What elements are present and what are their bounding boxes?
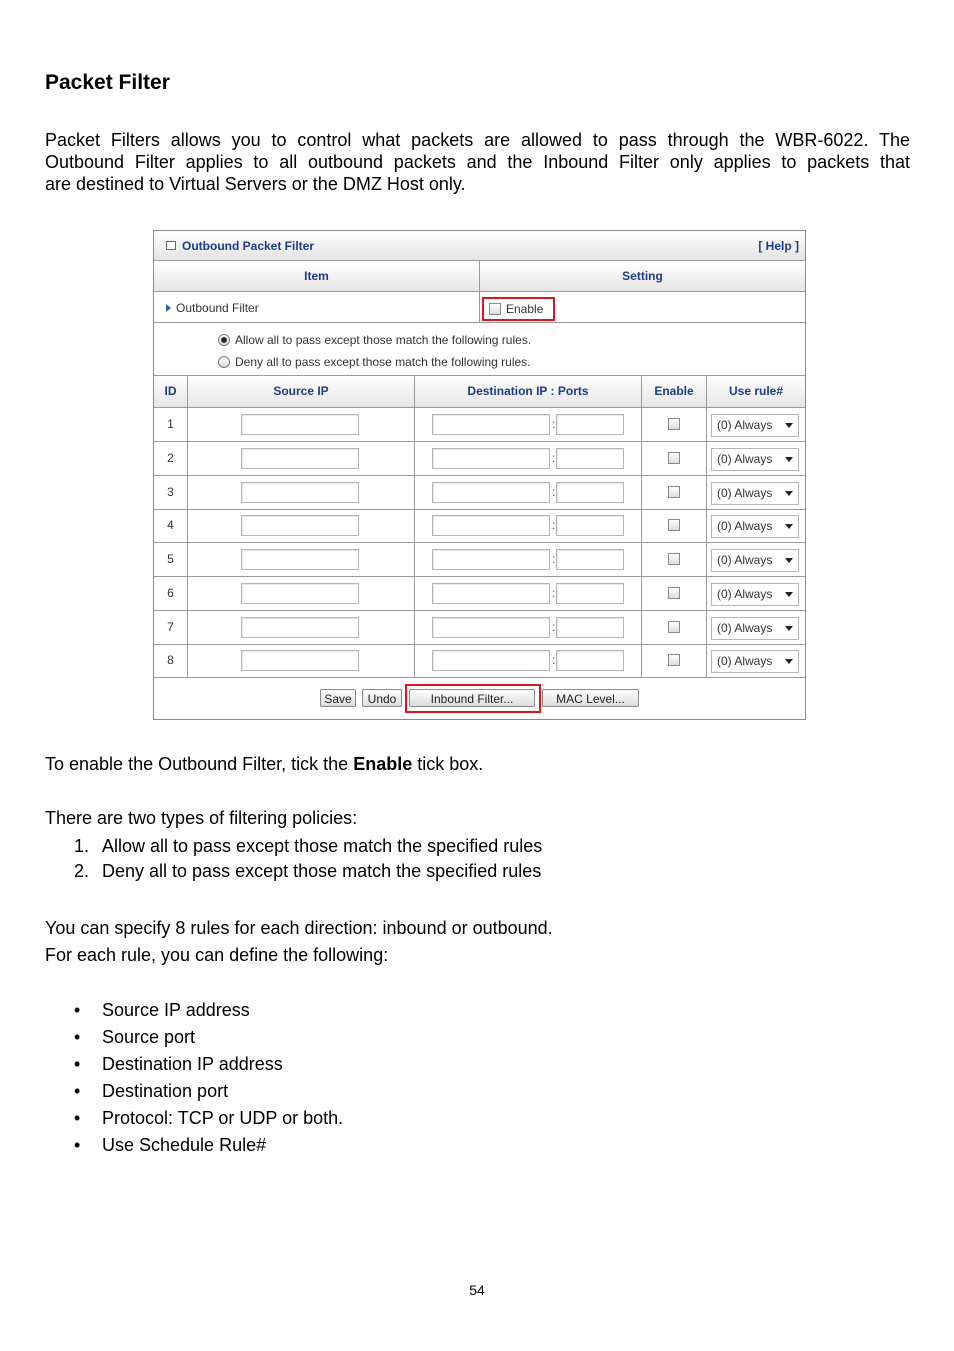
enable-label: Enable bbox=[506, 302, 544, 316]
page-number: 54 bbox=[469, 1282, 485, 1298]
button-row bbox=[154, 678, 805, 719]
use-rule-select[interactable] bbox=[711, 482, 799, 505]
destination-port-input[interactable] bbox=[556, 448, 624, 469]
use-rule-select[interactable] bbox=[711, 549, 799, 572]
header-source-ip: Source IP bbox=[273, 384, 329, 398]
table-row bbox=[154, 408, 805, 442]
chevron-down-icon bbox=[785, 491, 793, 496]
rules-table-header bbox=[154, 376, 805, 408]
column-header-item: Item bbox=[154, 261, 479, 292]
destination-port-input[interactable] bbox=[556, 515, 624, 536]
destination-ip-input[interactable] bbox=[432, 482, 550, 503]
destination-port-input[interactable] bbox=[556, 549, 624, 570]
source-ip-input[interactable] bbox=[241, 414, 359, 435]
chevron-down-icon bbox=[785, 626, 793, 631]
policy-item-2 bbox=[74, 861, 541, 882]
bullet-text: Use Schedule Rule# bbox=[102, 1135, 267, 1155]
rule-enable-checkbox[interactable] bbox=[668, 418, 680, 430]
outbound-filter-label: Outbound Filter bbox=[176, 301, 259, 315]
column-header-setting: Setting bbox=[480, 261, 805, 292]
ip-port-separator: : bbox=[552, 619, 556, 634]
undo-button[interactable]: Undo bbox=[362, 689, 402, 707]
arrow-right-icon bbox=[166, 304, 171, 312]
policies-intro: There are two types of filtering policies: bbox=[45, 808, 358, 828]
use-rule-value: (0) Always bbox=[717, 451, 773, 466]
use-rule-select[interactable] bbox=[711, 414, 799, 437]
rules-line-1: You can specify 8 rules for each direction: inbound or outbound. bbox=[45, 918, 553, 938]
use-rule-value: (0) Always bbox=[717, 620, 773, 635]
outbound-filter-row bbox=[154, 292, 805, 323]
ip-port-separator: : bbox=[552, 484, 556, 499]
destination-port-input[interactable] bbox=[556, 482, 624, 503]
policy-num: 2. bbox=[74, 861, 90, 881]
chevron-down-icon bbox=[785, 423, 793, 428]
source-ip-input[interactable] bbox=[241, 482, 359, 503]
destination-ip-input[interactable] bbox=[432, 448, 550, 469]
bullet-item bbox=[74, 1054, 283, 1075]
chevron-down-icon bbox=[785, 524, 793, 529]
source-ip-input[interactable] bbox=[241, 448, 359, 469]
enable-instruction-before: To enable the Outbound Filter, tick the bbox=[45, 754, 354, 774]
bullet-item bbox=[74, 1135, 266, 1156]
use-rule-select[interactable] bbox=[711, 650, 799, 673]
chevron-down-icon bbox=[785, 659, 793, 664]
divider bbox=[414, 376, 415, 678]
rules-line-2: For each rule, you can define the following: bbox=[45, 945, 389, 965]
use-rule-select[interactable] bbox=[711, 448, 799, 471]
table-row bbox=[154, 442, 805, 476]
bullet-dot: • bbox=[74, 1000, 81, 1020]
bullet-dot: • bbox=[74, 1081, 81, 1101]
outbound-packet-filter-panel bbox=[153, 230, 806, 720]
destination-ip-input[interactable] bbox=[432, 414, 550, 435]
row-id: 2 bbox=[167, 450, 174, 465]
use-rule-select[interactable] bbox=[711, 583, 799, 606]
bullet-text: Destination port bbox=[102, 1081, 229, 1101]
deny-radio-label: Deny all to pass except those match the following rules. bbox=[235, 355, 531, 369]
destination-port-input[interactable] bbox=[556, 617, 624, 638]
row-id: 7 bbox=[167, 619, 174, 634]
intro-paragraph bbox=[45, 129, 910, 195]
table-row bbox=[154, 644, 805, 678]
enable-checkbox[interactable] bbox=[489, 303, 501, 315]
table-row bbox=[154, 543, 805, 577]
header-destination: Destination IP : Ports bbox=[467, 384, 589, 398]
policy-item-1 bbox=[74, 836, 542, 857]
destination-ip-input[interactable] bbox=[432, 650, 550, 671]
source-ip-input[interactable] bbox=[241, 549, 359, 570]
page-heading: Packet Filter bbox=[45, 71, 170, 94]
row-id: 3 bbox=[167, 484, 174, 499]
bullet-dot: • bbox=[74, 1108, 81, 1128]
enable-instruction-after: tick box. bbox=[412, 754, 484, 774]
table-row bbox=[154, 509, 805, 543]
use-rule-value: (0) Always bbox=[717, 519, 773, 534]
enable-highlight bbox=[482, 297, 555, 321]
rule-enable-checkbox[interactable] bbox=[668, 587, 680, 599]
source-ip-input[interactable] bbox=[241, 583, 359, 604]
enable-instruction bbox=[45, 754, 483, 775]
policy-num: 1. bbox=[74, 836, 90, 856]
row-id: 4 bbox=[167, 518, 174, 533]
use-rule-select[interactable] bbox=[711, 515, 799, 538]
save-button[interactable]: Save bbox=[320, 689, 356, 707]
chevron-down-icon bbox=[785, 558, 793, 563]
ip-port-separator: : bbox=[552, 552, 556, 566]
destination-port-input[interactable] bbox=[556, 414, 624, 435]
rule-enable-checkbox[interactable] bbox=[668, 654, 680, 666]
bullet-item bbox=[74, 1108, 343, 1129]
source-ip-input[interactable] bbox=[241, 650, 359, 671]
chevron-down-icon bbox=[785, 592, 793, 597]
bullet-dot: • bbox=[74, 1135, 81, 1155]
rule-enable-checkbox[interactable] bbox=[668, 621, 680, 633]
bullet-text: Destination IP address bbox=[102, 1054, 283, 1074]
ip-port-separator: : bbox=[552, 417, 556, 431]
bullet-item bbox=[74, 1027, 195, 1048]
inbound-filter-button[interactable]: Inbound Filter... bbox=[409, 689, 535, 707]
bullet-dot: • bbox=[74, 1027, 81, 1047]
destination-ip-input[interactable] bbox=[432, 617, 550, 638]
help-link[interactable]: [ Help ] bbox=[758, 239, 799, 253]
mac-level-button[interactable]: MAC Level... bbox=[542, 689, 639, 707]
chevron-down-icon bbox=[785, 457, 793, 462]
policy-text: Allow all to pass except those match the specified rules bbox=[102, 836, 543, 856]
bullet-text: Source port bbox=[102, 1027, 196, 1047]
header-enable: Enable bbox=[654, 384, 694, 398]
divider bbox=[706, 376, 707, 678]
policy-text: Deny all to pass except those match the specified rules bbox=[102, 861, 542, 881]
panel-title-bar bbox=[154, 231, 805, 261]
rule-enable-checkbox[interactable] bbox=[668, 486, 680, 498]
rule-enable-checkbox[interactable] bbox=[668, 553, 680, 565]
rule-enable-checkbox[interactable] bbox=[668, 519, 680, 531]
intro-line-2: Outbound Filter applies to all outbound packets and the Inbound Filter only applies to packets that bbox=[45, 152, 910, 172]
bullet-text: Protocol: TCP or UDP or both. bbox=[102, 1108, 344, 1128]
use-rule-value: (0) Always bbox=[717, 654, 773, 669]
rule-enable-checkbox[interactable] bbox=[668, 452, 680, 464]
table-row bbox=[154, 476, 805, 510]
allow-radio-label: Allow all to pass except those match the following rules. bbox=[235, 333, 532, 347]
use-rule-value: (0) Always bbox=[717, 553, 773, 567]
ip-port-separator: : bbox=[552, 518, 556, 533]
intro-line-1: Packet Filters allows you to control what packets are allowed to pass through the WBR-6022. The bbox=[45, 130, 910, 150]
ip-port-separator: : bbox=[552, 450, 556, 465]
source-ip-input[interactable] bbox=[241, 515, 359, 536]
ip-port-separator: : bbox=[552, 585, 556, 600]
row-id: 8 bbox=[167, 653, 174, 668]
use-rule-value: (0) Always bbox=[717, 485, 773, 500]
allow-radio[interactable] bbox=[218, 334, 230, 346]
table-row bbox=[154, 611, 805, 645]
use-rule-select[interactable] bbox=[711, 617, 799, 640]
table-row bbox=[154, 577, 805, 611]
destination-ip-input[interactable] bbox=[432, 549, 550, 570]
window-icon bbox=[166, 241, 176, 250]
header-id: ID bbox=[164, 384, 177, 398]
policy-radios bbox=[154, 323, 805, 376]
destination-port-input[interactable] bbox=[556, 650, 624, 671]
ip-port-separator: : bbox=[552, 653, 556, 668]
use-rule-value: (0) Always bbox=[717, 586, 773, 601]
bullet-item bbox=[74, 1081, 228, 1102]
bullet-item bbox=[74, 1000, 250, 1021]
divider bbox=[641, 376, 642, 678]
deny-radio[interactable] bbox=[218, 356, 230, 368]
divider bbox=[187, 376, 188, 678]
destination-port-input[interactable] bbox=[556, 583, 624, 604]
header-use-rule: Use rule# bbox=[728, 384, 784, 398]
intro-line-3: are destined to Virtual Servers or the DMZ Host only. bbox=[45, 174, 466, 194]
source-ip-input[interactable] bbox=[241, 617, 359, 638]
panel-title: Outbound Packet Filter bbox=[182, 239, 315, 253]
enable-instruction-bold: Enable bbox=[353, 754, 413, 774]
destination-ip-input[interactable] bbox=[432, 515, 550, 536]
use-rule-value: (0) Always bbox=[717, 418, 773, 432]
row-id: 5 bbox=[167, 552, 174, 566]
bullet-text: Source IP address bbox=[102, 1000, 250, 1020]
destination-ip-input[interactable] bbox=[432, 583, 550, 604]
row-id: 6 bbox=[167, 585, 174, 600]
row-id: 1 bbox=[167, 417, 174, 431]
bullet-dot: • bbox=[74, 1054, 81, 1074]
